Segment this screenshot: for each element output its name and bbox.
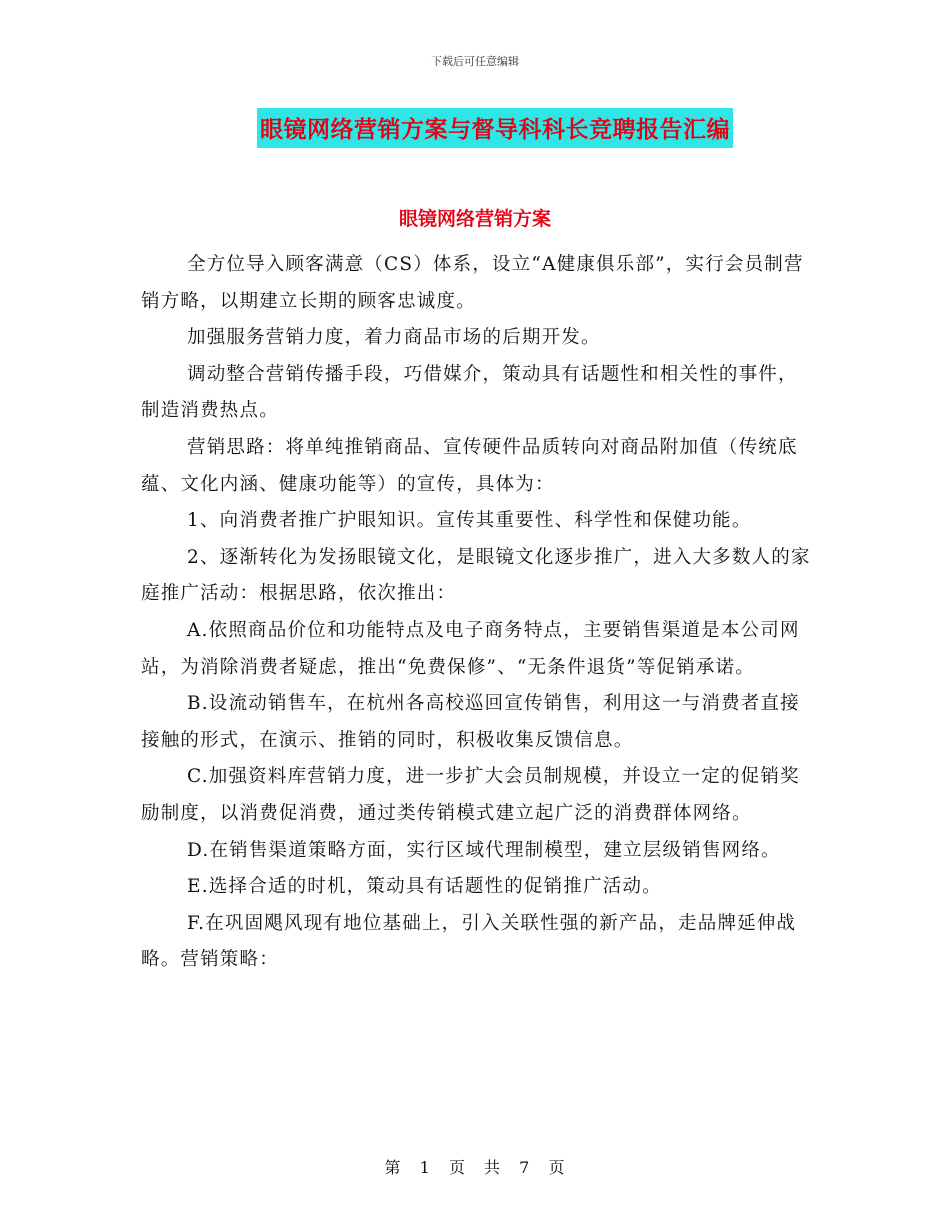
paragraph: 营销思路：将单纯推销商品、宣传硬件品质转向对商品附加值（传统底蕴、文化内涵、健康功能等）的宣传，具体为： — [141, 436, 798, 495]
footer-page-prefix: 第 — [384, 1158, 402, 1177]
footer-total-label: 共 — [484, 1158, 502, 1177]
paragraph: A.依照商品价位和功能特点及电子商务特点，主要销售渠道是本公司网站，为消除消费者疑虑，推出“免费保修”、“无条件退货”等促销承诺。 — [141, 619, 800, 678]
paragraph: F.在巩固飓风现有地位基础上，引入关联性强的新产品，走品牌延伸战略。营销策略： — [141, 912, 797, 971]
paragraph: 1、向消费者推广护眼知识。宣传其重要性、科学性和保健功能。 — [187, 510, 752, 532]
footer-page-mid: 页 — [448, 1158, 466, 1177]
page-footer — [0, 1155, 950, 1178]
paragraph: D.在销售渠道策略方面，实行区域代理制模型，建立层级销售网络。 — [187, 839, 781, 861]
document-title: 眼镜网络营销方案与督导科科长竞聘报告汇编 — [257, 108, 733, 148]
paragraph: 2、逐渐转化为发扬眼镜文化，是眼镜文化逐步推广，进入大多数人的家庭推广活动：根据思路，依次推出： — [141, 546, 811, 605]
footer-total-pages: 7 — [519, 1158, 531, 1177]
header-note: 下载后可任意编辑 — [431, 55, 519, 68]
paragraph: 加强服务营销力度，着力商品市场的后期开发。 — [187, 327, 601, 349]
paragraph: B.设流动销售车，在杭州各高校巡回宣传销售，利用这一与消费者直接接触的形式，在演示、推销的同时，积极收集反馈信息。 — [141, 693, 800, 751]
section-title: 眼镜网络营销方案 — [398, 208, 551, 230]
document-title-container — [0, 108, 950, 148]
footer-page-number: 1 — [419, 1158, 431, 1177]
paragraph: 调动整合营销传播手段，巧借媒介，策动具有话题性和相关性的事件，制造消费热点。 — [141, 363, 798, 422]
paragraph: E.选择合适的时机，策动具有话题性的促销推广活动。 — [187, 876, 662, 898]
footer-page-suffix: 页 — [548, 1158, 566, 1177]
paragraph: 全方位导入顾客满意（CS）体系，设立“A健康俱乐部”，实行会员制营销方略，以期建立长期的顾客忠诚度。 — [141, 254, 804, 312]
paragraph: C.加强资料库营销力度，进一步扩大会员制规模，并设立一定的促销奖励制度，以消费促消费，通过类传销模式建立起广泛的消费群体网络。 — [141, 766, 800, 824]
document-body — [141, 247, 813, 979]
